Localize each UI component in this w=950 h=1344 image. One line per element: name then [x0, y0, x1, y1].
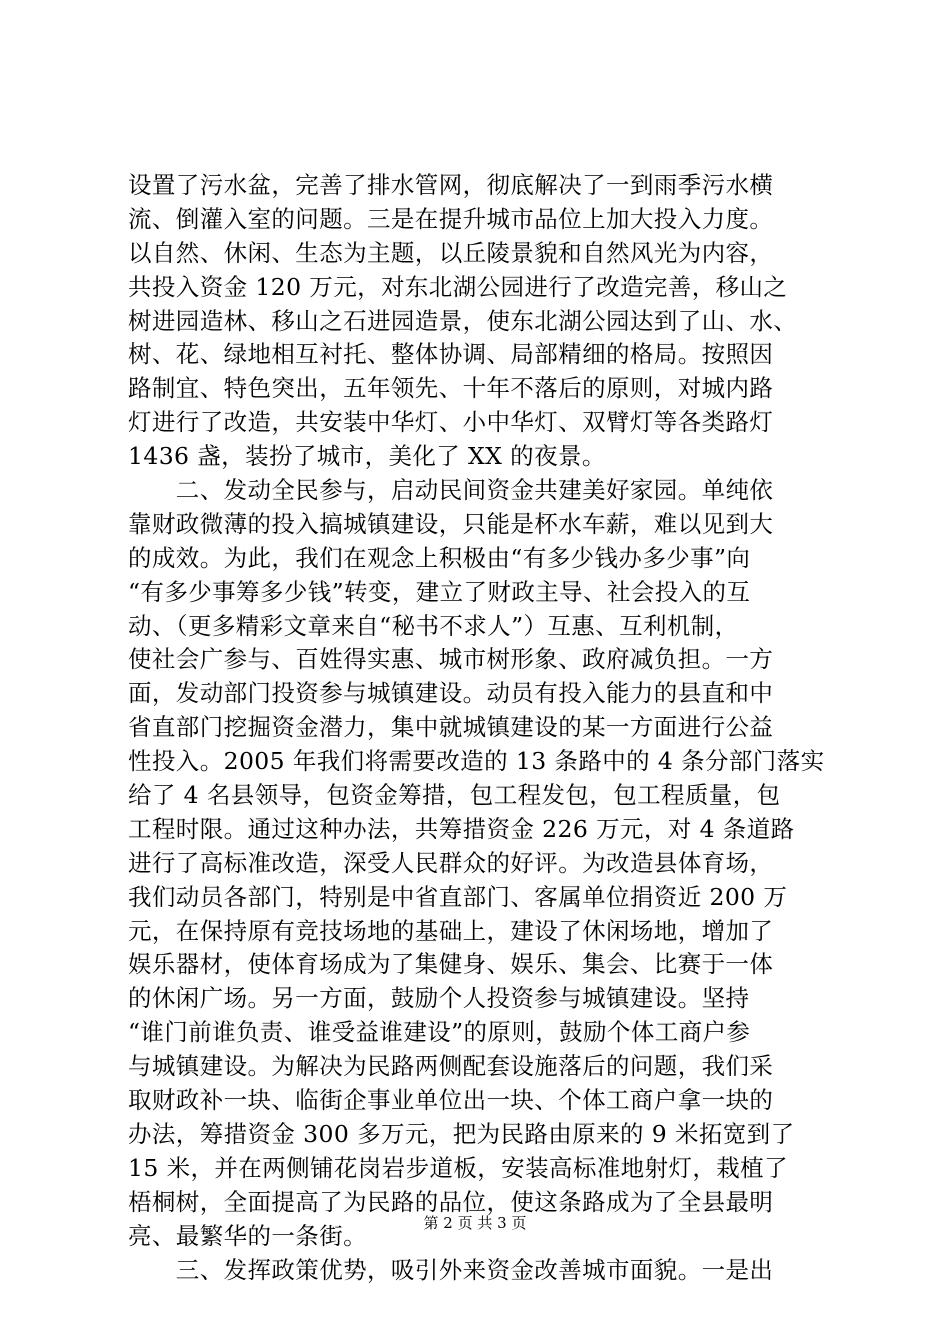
text-line: 娱乐器材，使体育场成为了集健身、娱乐、集会、比赛于一体	[128, 950, 774, 979]
text-line: 的成效。为此，我们在观念上积极由“有多少钱办多少事”向	[128, 543, 751, 572]
text-line: 三、发挥政策优势，吸引外来资金改善城市面貌。一是出	[128, 1255, 774, 1284]
text-line: “谁门前谁负责、谁受益谁建设”的原则，鼓励个体工商户参	[128, 1018, 751, 1047]
text-line: 工程时限。通过这种办法，共筹措资金 226 万元，对 4 条道路	[128, 814, 795, 843]
text-line: 我们动员各部门，特别是中省直部门、客属单位捐资近 200 万	[128, 882, 788, 911]
text-line: 以自然、休闲、生态为主题，以丘陵景貌和自然风光为内容，	[128, 238, 774, 267]
text-line: 灯进行了改造，共安装中华灯、小中华灯、双臂灯等各类路灯	[128, 408, 774, 437]
text-line: 进行了高标准改造，深受人民群众的好评。为改造县体育场，	[128, 848, 774, 877]
text-line: 取财政补一块、临街企事业单位出一块、个体工商户拿一块的	[128, 1086, 774, 1115]
text-line: 省直部门挖掘资金潜力，集中就城镇建设的某一方面进行公益	[128, 713, 774, 742]
text-line: 共投入资金 120 万元，对东北湖公园进行了改造完善，移山之	[128, 272, 788, 301]
text-line: 树、花、绿地相互衬托、整体协调、局部精细的格局。按照因	[128, 340, 774, 369]
text-line: 使社会广参与、百姓得实惠、城市树形象、政府减负担。一方	[128, 645, 774, 674]
body-text	[128, 169, 848, 1287]
text-line: 流、倒灌入室的问题。三是在提升城市品位上加大投入力度。	[128, 204, 774, 233]
text-line: 树进园造林、移山之石进园造景，使东北湖公园达到了山、水、	[128, 306, 798, 335]
text-line: 设置了污水盆，完善了排水管网，彻底解决了一到雨季污水横	[128, 171, 774, 199]
text-line: 的休闲广场。另一方面，鼓励个人投资参与城镇建设。坚持	[128, 984, 750, 1013]
text-line: 元，在保持原有竞技场地的基础上，建设了休闲场地，增加了	[128, 916, 774, 945]
text-line: 二、发动全民参与，启动民间资金共建美好家园。单纯依	[128, 476, 774, 505]
text-line: 15 米，并在两侧铺花岗岩步道板，安装高标准地射灯，栽植了	[128, 1153, 788, 1182]
text-line: 给了 4 名县领导，包资金筹措，包工程发包，包工程质量，包	[128, 781, 781, 810]
text-line: 性投入。2005 年我们将需要改造的 13 条路中的 4 条分部门落实	[128, 747, 825, 776]
text-line: 与城镇建设。为解决为民路两侧配套设施落后的问题，我们采	[128, 1052, 774, 1081]
text-line: 办法，筹措资金 300 多万元，把为民路由原来的 9 米拓宽到了	[128, 1119, 795, 1148]
text-line: 面，发动部门投资参与城镇建设。动员有投入能力的县直和中	[128, 679, 774, 708]
text-line: 路制宜、特色突出，五年领先、十年不落后的原则，对城内路	[128, 374, 774, 403]
text-line: 1436 盏，装扮了城市，美化了 XX 的夜景。	[128, 442, 606, 471]
text-line: 梧桐树，全面提高了为民路的品位，使这条路成为了全县最明	[128, 1187, 774, 1216]
text-line: 亮、最繁华的一条街。	[128, 1221, 367, 1250]
text-line: 靠财政微薄的投入搞城镇建设，只能是杯水车薪，难以见到大	[128, 509, 774, 538]
text-line: “有多少事筹多少钱”转变，建立了财政主导、社会投入的互	[128, 577, 751, 606]
text-line: 动、（更多精彩文章来自“秘书不求人”）互惠、互利机制，	[128, 611, 739, 640]
page-footer	[0, 1213, 950, 1233]
page-number: 第 2 页 共 3 页	[423, 1214, 527, 1232]
